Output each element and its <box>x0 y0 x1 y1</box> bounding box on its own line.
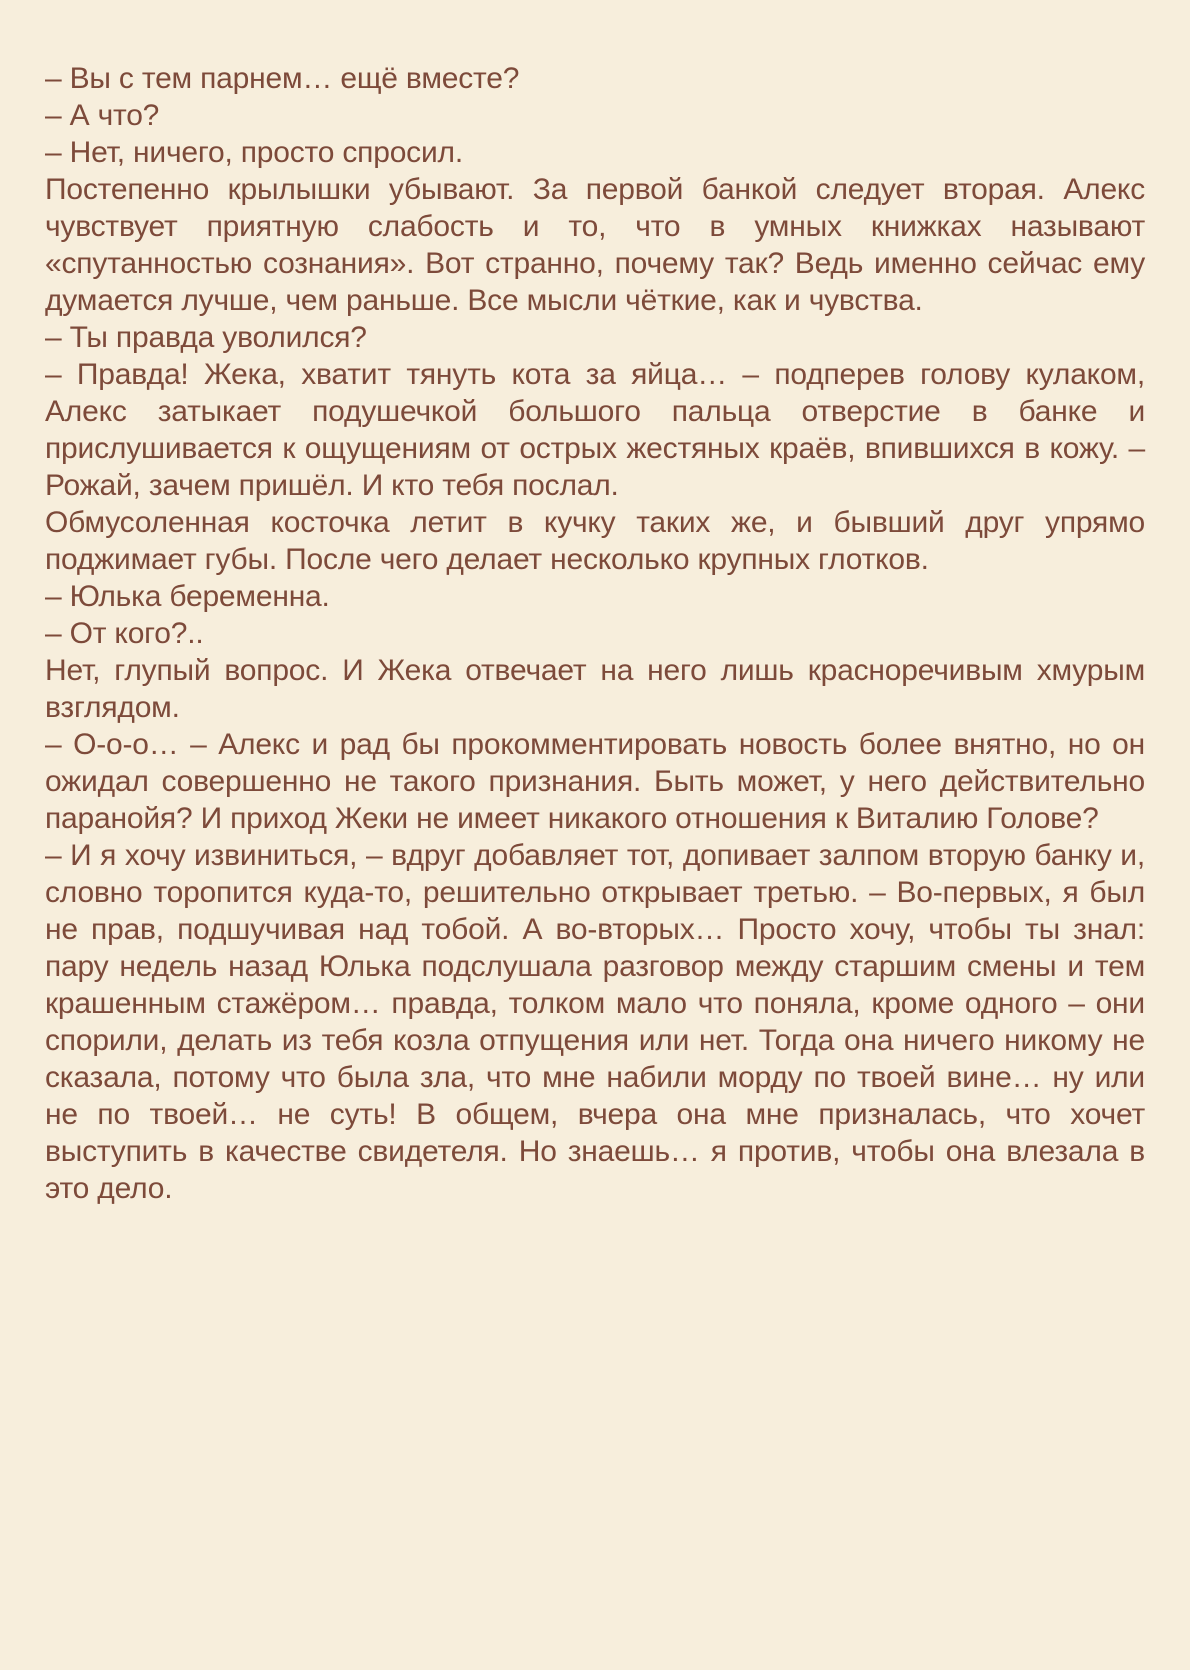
paragraph-1: – Вы с тем парнем… ещё вместе? <box>45 62 520 95</box>
paragraph-12: – И я хочу извиниться, – вдруг добавляет тот, допивает залпом вторую банку и, словно торопится куда-то, решительно открывает третью. – Во-первых, я был не прав, подшучивая над тобой. А во-вторых… Просто хочу, чтобы ты знал: пару недель назад Юлька подслушала разговор между старшим смены и тем крашенным стажёром… правда, толком мало что поняла, кроме одного – они спорили, делать из тебя козла отпущения или нет. Тогда она ничего никому не сказала, потому что была зла, что мне набили морду по твоей вине… ну или не по твоей… не суть! В общем, вчера она мне призналась, что хочет выступить в качестве свидетеля. Но знаешь… я против, чтобы она влезала в это дело. <box>45 839 1145 1205</box>
paragraph-4: Постепенно крылышки убывают. За первой банкой следует вторая. Алекс чувствует приятную слабость и то, что в умных книжках называют «спутанностью сознания». Вот странно, почему так? Ведь именно сейчас ему думается лучше, чем раньше. Все мысли чёткие, как и чувства. <box>45 173 1145 317</box>
paragraph-3: – Нет, ничего, просто спросил. <box>45 136 463 169</box>
paragraph-5: – Ты правда уволился? <box>45 321 367 354</box>
paragraph-10: Нет, глупый вопрос. И Жека отвечает на него лишь красноречивым хмурым взглядом. <box>45 654 1145 724</box>
paragraph-6: – Правда! Жека, хватит тянуть кота за яйца… – подперев голову кулаком, Алекс затыкает подушечкой большого пальца отверстие в банке и прислушивается к ощущениям от острых жестяных краёв, впившихся в кожу. – Рожай, зачем пришёл. И кто тебя послал. <box>45 358 1145 502</box>
paragraph-8: – Юлька беременна. <box>45 580 330 613</box>
paragraph-9: – От кого?.. <box>45 617 204 650</box>
paragraph-11: – О-о-о… – Алекс и рад бы прокомментировать новость более внятно, но он ожидал совершенно не такого признания. Быть может, у него действительно паранойя? И приход Жеки не имеет никакого отношения к Виталию Голове? <box>45 728 1145 835</box>
paragraph-2: – А что? <box>45 99 160 132</box>
paragraph-7: Обмусоленная косточка летит в кучку таких же, и бывший друг упрямо поджимает губы. После чего делает несколько крупных глотков. <box>45 506 1145 576</box>
